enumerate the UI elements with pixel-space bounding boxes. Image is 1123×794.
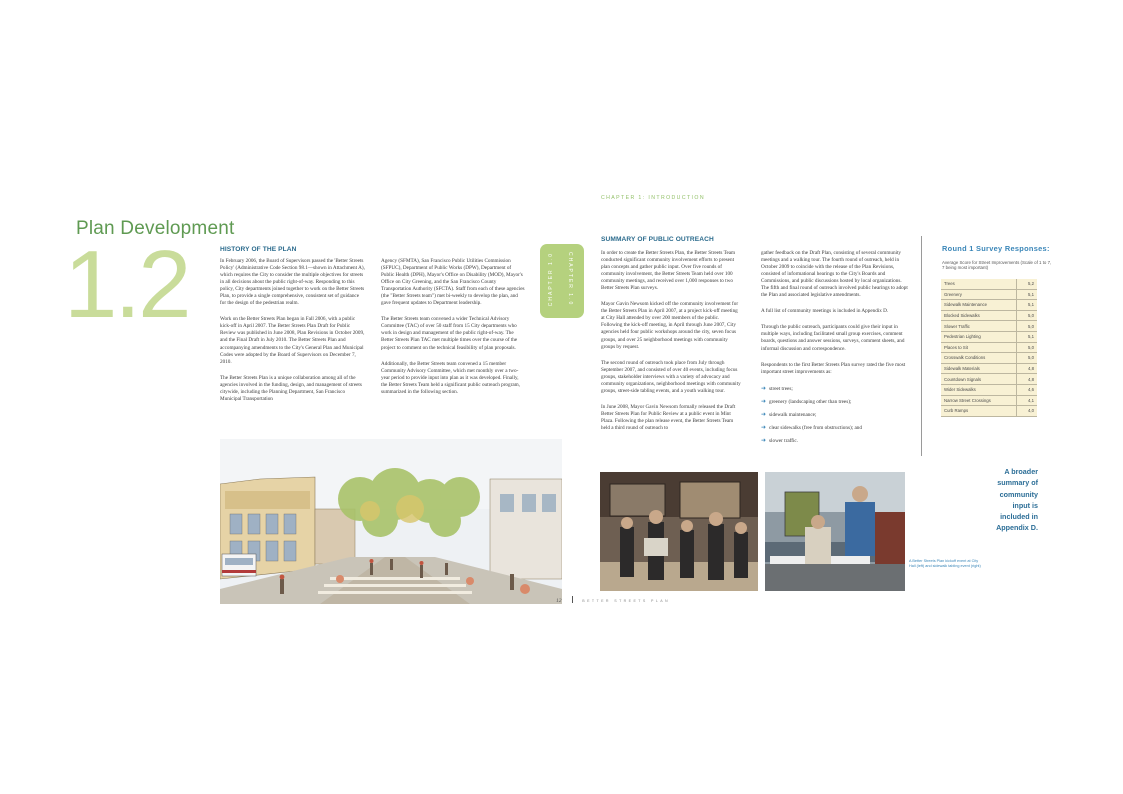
note-line: included in	[1000, 512, 1038, 522]
history-column-1	[220, 246, 366, 412]
arrow-icon: ➜	[761, 423, 767, 431]
list-item: ➜ greenery (landscaping other than trees);	[761, 397, 852, 405]
footer-divider	[572, 596, 573, 603]
arrow-icon: ➜	[761, 384, 767, 392]
section-title: Plan Development	[76, 218, 235, 239]
paragraph: Mayor Gavin Newsom kicked off the community involvement for the Better Streets Plan in April 2007, at a project kick-off meeting at City Hall attended by over 200 members of the public. Following the kick-off meeting, in April through June 2007, City agencies held four public workshops around the city, seven focus groups, and over 25 neighborhood meetings with community groups by request.	[601, 301, 739, 350]
table-row: Sidewalk Materials 4,8	[941, 363, 1037, 374]
list-item: ➜ street trees;	[761, 384, 793, 392]
photo-caption: A Better Streets Plan kickoff event at City Hall (left) and sidewalk tabling event (right)	[909, 559, 981, 568]
outreach-column-2	[761, 250, 909, 450]
table-row: Crosswalk Conditions 5,0	[941, 353, 1037, 364]
paragraph: Agency (SFMTA), San Francisco Public Utilities Commission (SFPUC), Department of Public Works (DPW), Department of Public Health (DPH), Mayor's Office on Disability (MOD), Mayor's Office on City Greening, and the San Francisco County Transportation Authority (SFCTA). Staff from each of these agencies (the "Better Streets team") met bi-weekly to develop the plan, and gave frequent updates to Department leadership.	[381, 258, 525, 307]
note-line: input is	[1012, 500, 1038, 510]
paragraph: Respondents to the first Better Streets Plan survey rated the five most important street improvements as:	[761, 361, 906, 375]
outreach-heading: SUMMARY OF PUBLIC OUTREACH	[601, 236, 714, 243]
paragraph: The Better Streets team convened a wider Technical Advisory Committee (TAC) of over 50 staff from 15 City departments who work in design and management of the public right-of-way. The Better Streets Plan TAC met multiple times over the course of the project to comment on the technical feasibility of plan proposals.	[381, 316, 518, 351]
paragraph: In June 2008, Mayor Gavin Newsom formally released the Draft Better Streets Plan for Public Review at a public event in Mint Plaza. Following the plan release event, the Better Streets Team held a third round of outreach to	[601, 403, 736, 431]
survey-title: Round 1 Survey Responses:	[942, 244, 1050, 253]
table-row: Blocked Sidewalks 5,0	[941, 310, 1037, 321]
page-footer	[556, 596, 670, 604]
table-row: Greenery 5,1	[941, 289, 1037, 300]
outreach-column-1	[601, 236, 741, 441]
paragraph: The second round of outreach took place from July through September 2007, and consisted of over 40 events, including focus groups, stakeholder interviews with a variety of advocacy and community organizations, neighborhood meetings with community groups, street-side tabling events, and a youth walking tour.	[601, 359, 741, 394]
table-row: Places to Sit 5,0	[941, 342, 1037, 353]
table-row: Wider Sidewalks 4,6	[941, 384, 1037, 395]
table-row: Narrow Street Crossings 4,1	[941, 395, 1037, 406]
column-divider	[921, 236, 922, 456]
paragraph: gather feedback on the Draft Plan, consisting of several community meetings and a walking tour. The fourth round of outreach, held in October 2009 to coincide with the release of the Plan Revisions, consisted of informational hearings to the City's Boards and Commissions, and public discussions hosted by local organizations. The fifth and final round of outreach involved public hearings to adopt the Plan and associated legislative amendments.	[761, 250, 908, 299]
list-item: ➜ slower traffic.	[761, 436, 799, 444]
table-row: Curb Ramps 4,0	[941, 406, 1037, 417]
table-row: Countdown Signals 4,8	[941, 374, 1037, 385]
arrow-icon: ➜	[761, 410, 767, 418]
history-heading: HISTORY OF THE PLAN	[220, 246, 297, 253]
chapter-tab-label: CHAPTER 1.0	[567, 252, 573, 307]
survey-subtitle: Average Score for Street Improvements (Scale of 1 to 7, 7 being most important)	[942, 260, 1052, 271]
chapter-header: CHAPTER 1: INTRODUCTION	[601, 195, 705, 201]
table-row: Trees 5,2	[941, 279, 1037, 289]
paragraph: In February 2006, the Board of Supervisors passed the 'Better Streets Policy' (Administrative Code Section 98.1—shown in Attachment A), which requires the City to consider the multiple objectives for streets in all decisions about the public right-of-way. Responding to this policy, City departments joined together to work on the Better Streets Plan, to provide a single comprehensive, consistent set of guidance for the design of the pedestrian realm.	[220, 258, 365, 307]
paragraph: The Better Streets Plan is a unique collaboration among all of the agencies involved in the funding, design, and management of streets citywide, including the Planning Department, San Francisco Municipal Transportation	[220, 374, 362, 402]
improvement-list	[761, 385, 909, 445]
history-column-2	[381, 258, 525, 405]
note-line: summary of	[997, 478, 1038, 488]
note-line: community	[999, 489, 1038, 499]
list-item: ➜ sidewalk maintenance;	[761, 410, 817, 418]
table-row: Slower Traffic 5,0	[941, 321, 1037, 332]
arrow-icon: ➜	[761, 397, 767, 405]
paragraph: Additionally, the Better Streets team convened a 15 member Community Advisory Committee, which met monthly over a two-year period to provide input into plan as it was developed. Finally, the Better Streets Team held a significant public outreach program, summarized in the following section.	[381, 360, 520, 395]
chapter-tab-label: CHAPTER 1.0	[548, 252, 554, 307]
tabling-event-photo	[765, 472, 905, 591]
arrow-icon: ➜	[761, 436, 767, 444]
paragraph: Through the public outreach, participants could give their input in multiple ways, including facilitated small group exercises, comment boards, questions and answer sessions, surveys, comment sheets, and informal discussion and correspondence.	[761, 324, 905, 352]
survey-table	[941, 279, 1037, 417]
street-scene-illustration	[220, 439, 562, 604]
note-line: A broader	[1004, 467, 1038, 476]
table-row: Sidewalk Maintenance 5,1	[941, 300, 1037, 311]
paragraph: In order to create the Better Streets Plan, the Better Streets Team conducted significant community involvement efforts to present plan concepts and gather public input. Over five rounds of community involvement, the Better Streets Team held over 100 community meetings, and received over 1,000 responses to two Better Streets Plan surveys.	[601, 250, 736, 292]
kickoff-event-photo	[600, 472, 758, 591]
table-row: Pedestrian Lighting 5,1	[941, 331, 1037, 342]
paragraph: Work on the Better Streets Plan began in Fall 2006, with a public kick-off in April 2007. The Better Streets Plan Draft for Public Review was published in June 2008, Plan Revisions in October 2009, and the Final Draft in July 2010. The Better Streets Plan and accompanying amendments to the City's General Plan and Municipal Codes were adopted by the Board of Supervisors on December 7, 2010.	[220, 316, 365, 365]
list-item: ➜ clear sidewalks (free from obstructions); and	[761, 423, 862, 431]
paragraph: A full list of community meetings is included in Appendix D.	[761, 308, 889, 315]
sidebar-note	[968, 466, 1038, 534]
chapter-tab	[540, 244, 584, 318]
section-number: 1.2	[64, 231, 189, 338]
publication-name: BETTER STREETS PLAN	[582, 599, 671, 603]
note-line: Appendix D.	[996, 523, 1038, 533]
page-number: 12	[556, 598, 562, 604]
